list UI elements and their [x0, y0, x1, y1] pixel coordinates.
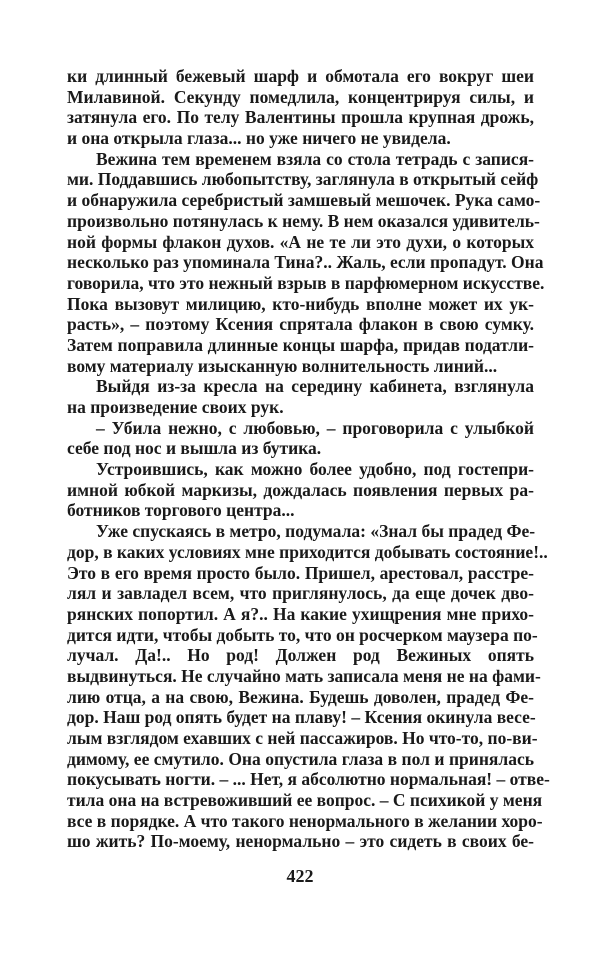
text-line: дится идти, чтобы добыть то, что он росчерком маузера по- — [67, 624, 538, 645]
text-line: дор. Наш род опять будет на плаву! – Ксения окинула весе- — [67, 707, 536, 728]
text-line: Вежина тем временем взяла со стола тетрадь с запися- — [96, 148, 534, 169]
text-line: ми. Поддавшись любопытству, заглянула в открытый сейф — [67, 169, 539, 190]
text-line: расть», – поэтому Ксения спрятала флакон в свою сумку. — [67, 314, 534, 335]
text-line: шо жить? По-моему, ненормально – это сидеть в своих бе- — [67, 831, 534, 852]
text-line: выдвинуться. Не случайно мать записала меня не на фами- — [67, 665, 541, 686]
text-line: ботников торгового центра... — [67, 500, 295, 521]
text-line: лял и завладел всем, что приглянулось, да еще дочек дво- — [67, 583, 534, 604]
text-line: ной формы флакон духов. «А не те ли это духи, о которых — [67, 231, 534, 252]
text-line: – Убила нежно, с любовью, – проговорила с улыбкой — [96, 417, 534, 438]
text-line: говорила, что это нежный взрыв в парфюмерном искусстве. — [67, 272, 545, 293]
page-body-text — [67, 66, 550, 852]
text-line: несколько раз упоминала Тина?.. Жаль, если пропадут. Она — [67, 252, 544, 273]
text-line: рянских попортил. А я?.. На какие ухищрения мне прихо- — [67, 603, 534, 624]
page-number: 422 — [286, 866, 314, 886]
text-line: имной юбкой маркизы, дождалась появления первых ра- — [67, 479, 534, 500]
text-line: Устроившись, как можно более удобно, под гостепри- — [96, 459, 534, 480]
text-line: ки длинный бежевый шарф и обмотала его вокруг шеи — [67, 66, 534, 86]
text-line: себе под нос и вышла из бутика. — [67, 438, 322, 459]
text-line: лым взглядом ехавших с ней пассажиров. Но что-то, по-ви- — [67, 728, 538, 748]
text-line: на произведение своих рук. — [67, 397, 284, 417]
text-line: Затем поправила длинные концы шарфа, придав податли- — [67, 334, 534, 355]
text-line: затянула его. По телу Валентины прошла крупная дрожь, — [67, 107, 534, 128]
text-line: Милавиной. Секунду помедлила, концентрируя силы, и — [67, 86, 534, 107]
text-line: все в порядке. А что такого ненормального в желании хоро- — [67, 810, 543, 831]
text-line: и обнаружила серебристый замшевый мешочек. Рука само- — [67, 190, 541, 211]
text-line: Уже спускаясь в метро, подумала: «Знал бы прадед Фе- — [96, 521, 536, 542]
text-line: лучал. Да!.. Но род! Должен род Вежиных опять — [67, 645, 534, 666]
text-line: дор, в каких условиях мне приходится добывать состояние!.. — [67, 541, 548, 562]
text-line: лию отца, а на свою, Вежина. Будешь доволен, прадед Фе- — [67, 686, 534, 707]
text-line: вому материалу изысканную волнительность линий... — [67, 355, 498, 376]
text-line: Выйдя из-за кресла на середину кабинета, взглянула — [96, 376, 534, 397]
text-line: димому, ее смутило. Она опустила глаза в пол и принялась — [67, 748, 534, 769]
text-line: покусывать ногти. – ... Нет, я абсолютно нормальная! – отве- — [67, 769, 550, 790]
text-line: и она открыла глаза... но уже ничего не увидела. — [67, 128, 451, 149]
text-line: тила она на встревоживший ее вопрос. – С психикой у меня — [67, 790, 543, 811]
text-line: Это в его время просто было. Пришел, арестовал, расстре- — [67, 562, 534, 583]
text-line: произвольно потянулась к нему. В нем оказался удивитель- — [67, 210, 540, 231]
text-line: Пока вызовут милицию, кто-нибудь вполне может их ук- — [67, 293, 534, 314]
